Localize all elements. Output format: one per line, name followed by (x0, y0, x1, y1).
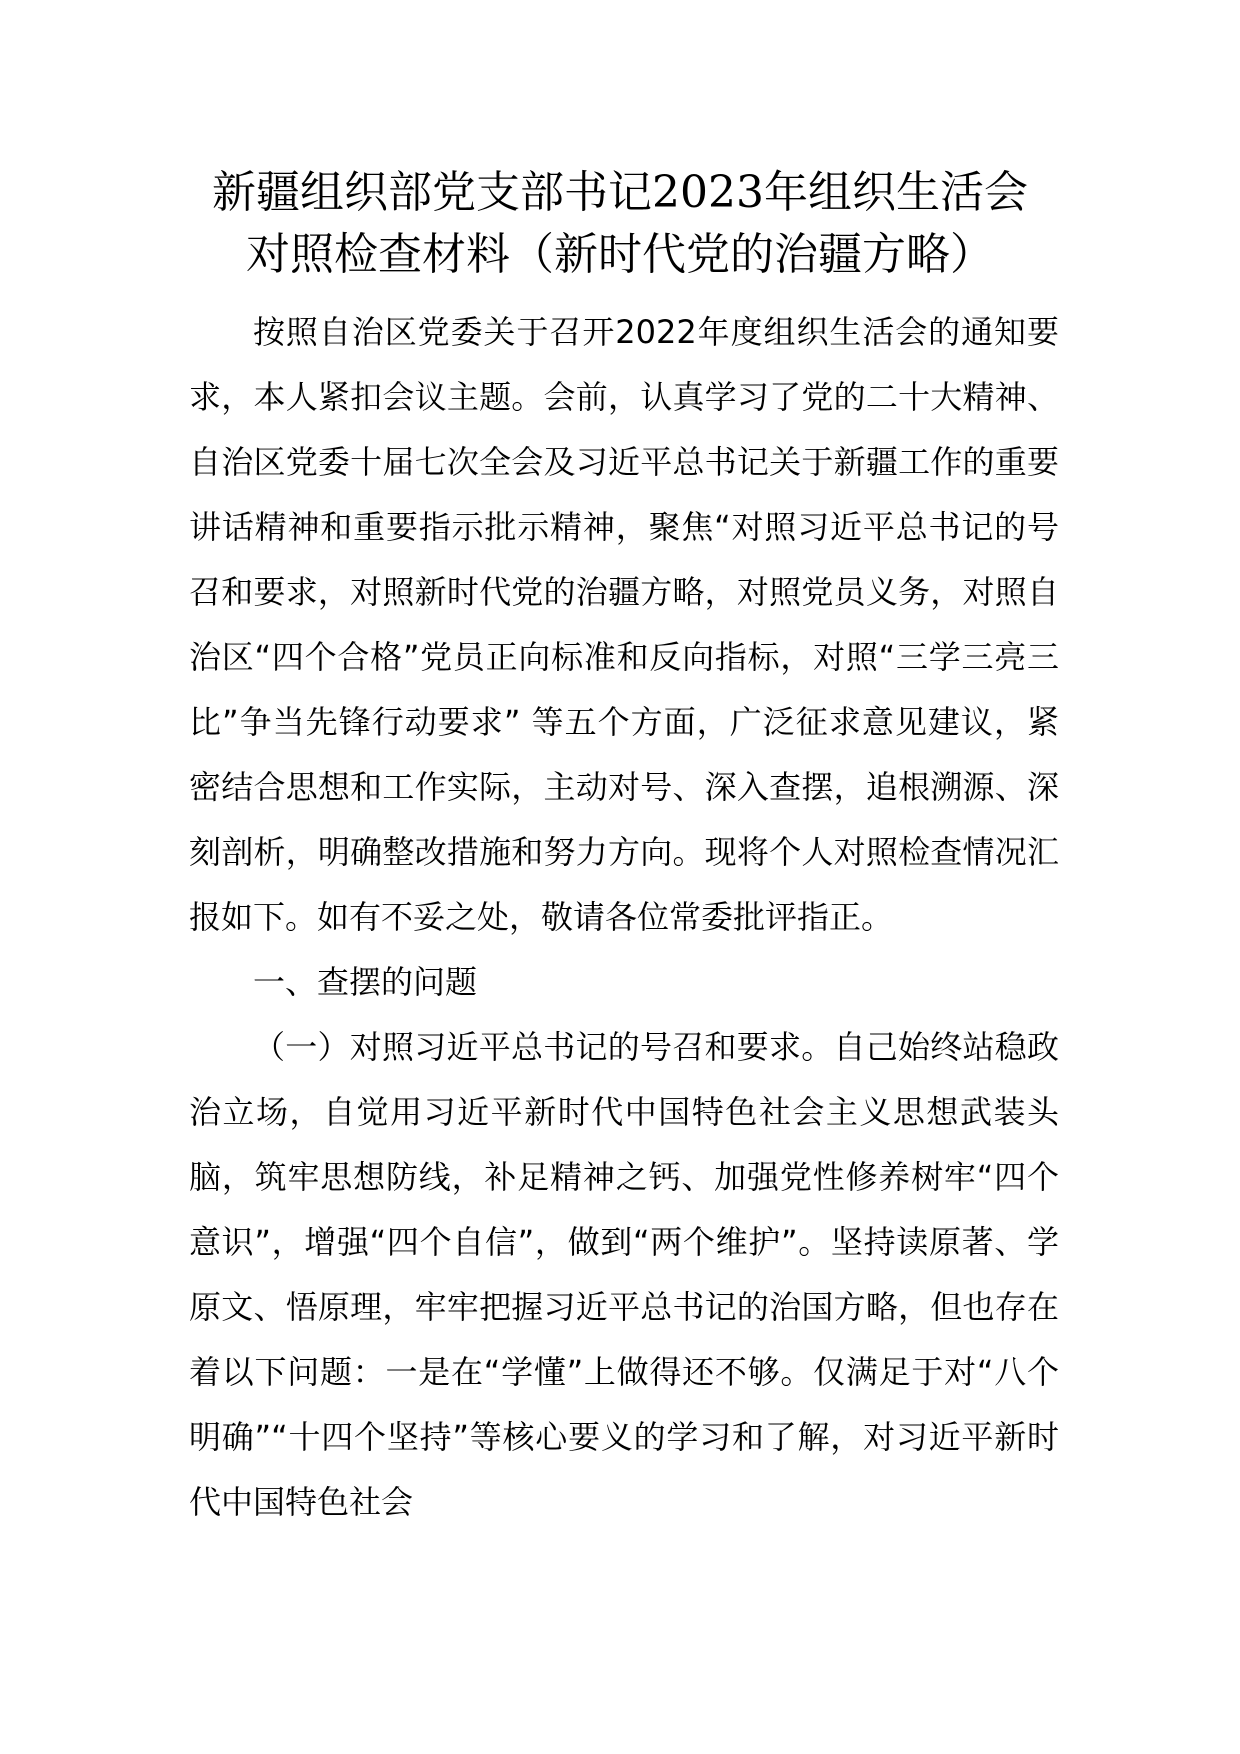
section-paragraph: （一）对照习近平总书记的号召和要求。自己始终站稳政治立场，自觉用习近平新时代中国特色社会主义思想武装头脑，筑牢思想防线，补足精神之钙、加强党性修养树牢“四个意识”，增强“四个自信”，做到“两个维护”。坚持读原著、学原文、悟原理，牢牢把握习近平总书记的治国方略，但也存在着以下问题：一是在“学懂”上做得还不够。仅满足于对“八个明确”“十四个坚持”等核心要义的学习和了解，对习近平新时代中国特色社会 (189, 1028, 1059, 1521)
intro-paragraph: 按照自治区党委关于召开2022年度组织生活会的通知要求，本人紧扣会议主题。会前，认真学习了党的二十大精神、自治区党委十届七次全会及习近平总书记关于新疆工作的重要讲话精神和重要指示批示精神，聚焦“对照习近平总书记的号召和要求，对照新时代党的治疆方略，对照党员义务，对照自治区“四个合格”党员正向标准和反向指标，对照“三学三亮三比”争当先锋行动要求” 等五个方面，广泛征求意见建议，紧密结合思想和工作实际，主动对号、深入查摆，追根溯源、深刻剖析，明确整改措施和努力方向。现将个人对照检查情况汇报如下。如有不妥之处，敬请各位常委批评指正。 (189, 313, 1059, 936)
document-title (150, 162, 1090, 286)
document-body (189, 300, 1059, 1535)
section-heading: 一、查摆的问题 (253, 963, 478, 1001)
title-line-2: 对照检查材料（新时代党的治疆方略） (246, 229, 994, 280)
title-line-1: 新疆组织部党支部书记2023年组织生活会 (212, 167, 1028, 218)
